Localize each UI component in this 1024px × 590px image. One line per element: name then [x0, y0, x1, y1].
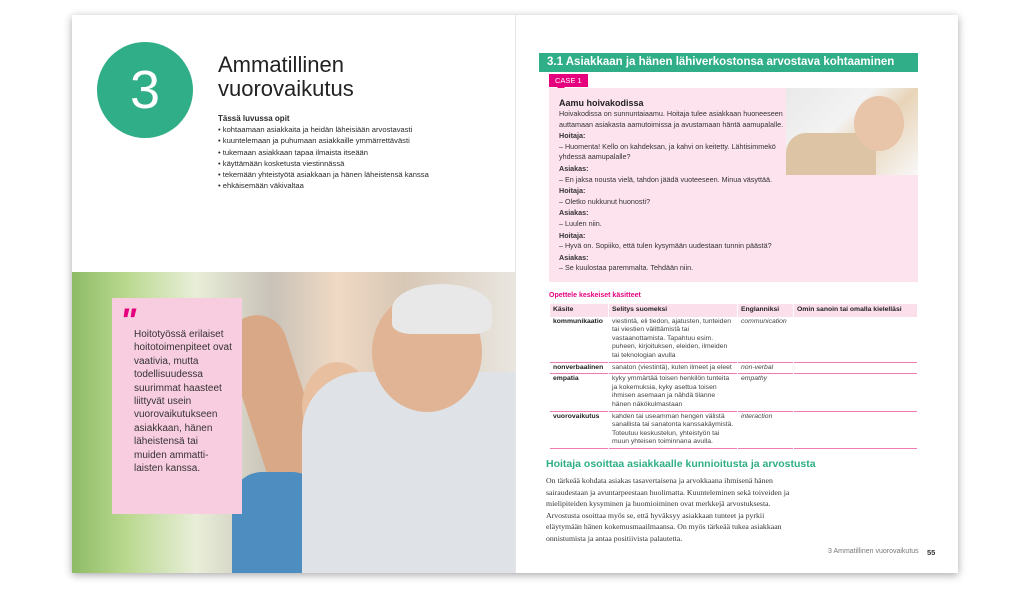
definition-cell: viestintä, eli tiedon, ajatusten, tunteiden tai viestien välittämistä tai vastaanottamista. Tapahtuu esim. puheen, kirjoituksen, eleiden, ilmeiden tai teknologian avulla [609, 317, 737, 363]
learning-goal-text: kohtaamaan asiakkaita ja heidän läheisiään arvostavasti [222, 125, 413, 135]
bullet-icon: • [218, 136, 223, 146]
dialogue-line: – Huomenta! Kello on kahdeksan, ja kahvi on keitetty. Lähtisimmekö yhdessä aamupalalle? [559, 141, 776, 162]
learning-goals [218, 113, 429, 191]
term-cell: nonverbaalinen [550, 363, 608, 375]
book-spread [72, 15, 958, 573]
bullet-icon: • [218, 158, 223, 168]
own-words-cell[interactable] [794, 412, 917, 449]
dialogue-line: – Hyvä on. Sopiiko, että tulen kysymään uudestaan tunnin päästä? [559, 241, 772, 251]
learning-goal-text: tekemään yhteistyötä asiakkaan ja hänen läheistensä kanssa [222, 170, 429, 180]
term-cell: kommunikaatio [550, 317, 608, 363]
left-page [72, 15, 515, 573]
english-cell: non-verbal [738, 363, 793, 375]
learning-goal-text: ehkäisemään väkivaltaa [222, 181, 304, 191]
elderly-woman-photo [786, 88, 918, 175]
definition-cell: sanaton (viestintä), kuten ilmeet ja eleet [609, 363, 737, 375]
table-header: Omin sanoin tai omalla kielelläsi [794, 304, 917, 317]
case-box [549, 88, 918, 282]
bullet-icon: • [218, 125, 223, 135]
case-title: Aamu hoivakodissa [559, 98, 644, 108]
footer-chapter: 3 Ammatillinen vuorovaikutus [828, 548, 919, 555]
learning-goals-heading: Tässä luvussa opit [218, 114, 290, 123]
dialogue-speaker: Asiakas: [559, 208, 589, 218]
english-cell: empathy [738, 374, 793, 411]
learning-goal-text: kuuntelemaan ja puhumaan asiakkaille ymmärrettävästi [222, 136, 410, 146]
term-cell: vuorovaikutus [550, 412, 608, 449]
table-row [550, 374, 917, 411]
learning-goal-item [218, 169, 429, 180]
table-header: Englanniksi [738, 304, 793, 317]
learning-goal-item [218, 147, 429, 158]
dialogue-speaker: Hoitaja: [559, 186, 586, 196]
table-row [550, 363, 917, 375]
quote-mark-icon: " [120, 302, 137, 340]
dialogue-line: – Se kuulostaa paremmalta. Tehdään niin. [559, 263, 694, 273]
pull-quote [112, 298, 242, 514]
own-words-cell[interactable] [794, 363, 917, 375]
dialogue-speaker: Asiakas: [559, 252, 589, 262]
dialogue-line: – Oletko nukkunut huonosti? [559, 196, 651, 206]
own-words-cell[interactable] [794, 374, 917, 411]
english-cell: interaction [738, 412, 793, 449]
table-header: Käsite [550, 304, 608, 317]
learning-goal-text: käyttämään kosketusta viestinnässä [222, 158, 345, 168]
dialogue-speaker: Asiakas: [559, 163, 589, 173]
body-text: On tärkeää kohdata asiakas tasavertaisena ja arvokkaana ihmisenä hänen sairaudestaan ja avuntarpeestaan huolimatta. Kuunteleminen sekä toiveiden ja mielipiteiden kysyminen ja huomioiminen ovat merkkejä arvostuksesta. Arvostusta osoittaa myös se, että hyväksyy asiakkaan tunteet ja pyrkii eläytymään hänen kokemusmaailmaansa. On myös tärkeää tukea asiakkaan onnistumista ja antaa positiivista palautetta. [546, 476, 790, 543]
chapter-title: Ammatillinen vuorovaikutus [218, 52, 354, 101]
dialogue-speaker: Hoitaja: [559, 131, 586, 141]
bullet-icon: • [218, 181, 223, 191]
table-heading: Opettele keskeiset käsitteet [549, 292, 641, 299]
case-intro: Hoivakodissa on sunnuntaiaamu. Hoitaja tulee asiakkaan huoneeseen auttamaan asiakasta aamutoimissa ja avustamaan häntä aamupalalle. [559, 109, 784, 129]
dialogue-line: – En jaksa nousta vielä, tahdon jäädä vuoteeseen. Minua väsyttää. [559, 174, 772, 184]
quote-text: Hoitotyössä erilaiset hoitotoimenpiteet ovat vaativia, mutta todellisuudessa suurimmat haasteet liittyvät usein vuorovaikutukseen asiakkaan, hänen läheistensä tai muiden ammatti-laisten kanssa. [134, 329, 232, 475]
table-row [550, 317, 917, 363]
bullet-icon: • [218, 170, 223, 180]
learning-goal-item [218, 180, 429, 191]
chapter-number: 3 [97, 42, 193, 138]
dialogue-speaker: Hoitaja: [559, 230, 586, 240]
subheading: Hoitaja osoittaa asiakkaalle kunnioitusta ja arvostusta [546, 458, 816, 470]
learning-goal-item [218, 158, 429, 169]
definition-cell: kahden tai useamman hengen välistä sanallista tai sanatonta kanssakäymistä. Toteutuu keskustelun, yhteistyön tai muun yhteisen toiminnana avulla. [609, 412, 737, 449]
table-row [550, 412, 917, 449]
concepts-table [549, 304, 918, 449]
learning-goal-item [218, 124, 429, 135]
page-number: 55 [927, 548, 936, 557]
learning-goal-text: tukemaan asiakkaan tapaa ilmaista itseään [222, 147, 368, 157]
section-title: 3.1 Asiakkaan ja hänen lähiverkostonsa arvostava kohtaaminen [539, 53, 918, 72]
own-words-cell[interactable] [794, 317, 917, 363]
case-tag: CASE 1 [549, 74, 588, 87]
table-header: Selitys suomeksi [609, 304, 737, 317]
learning-goal-item [218, 135, 429, 146]
term-cell: empatia [550, 374, 608, 411]
right-page [515, 15, 958, 573]
bullet-icon: • [218, 147, 223, 157]
definition-cell: kyky ymmärtää toisen henkilön tunteita ja kokemuksia, kyky asettua toisen ihmisen asemaan ja nähdä tilanne hänen näkökulmastaan [609, 374, 737, 411]
english-cell: communication [738, 317, 793, 363]
dialogue-line: – Luulen niin. [559, 218, 602, 228]
